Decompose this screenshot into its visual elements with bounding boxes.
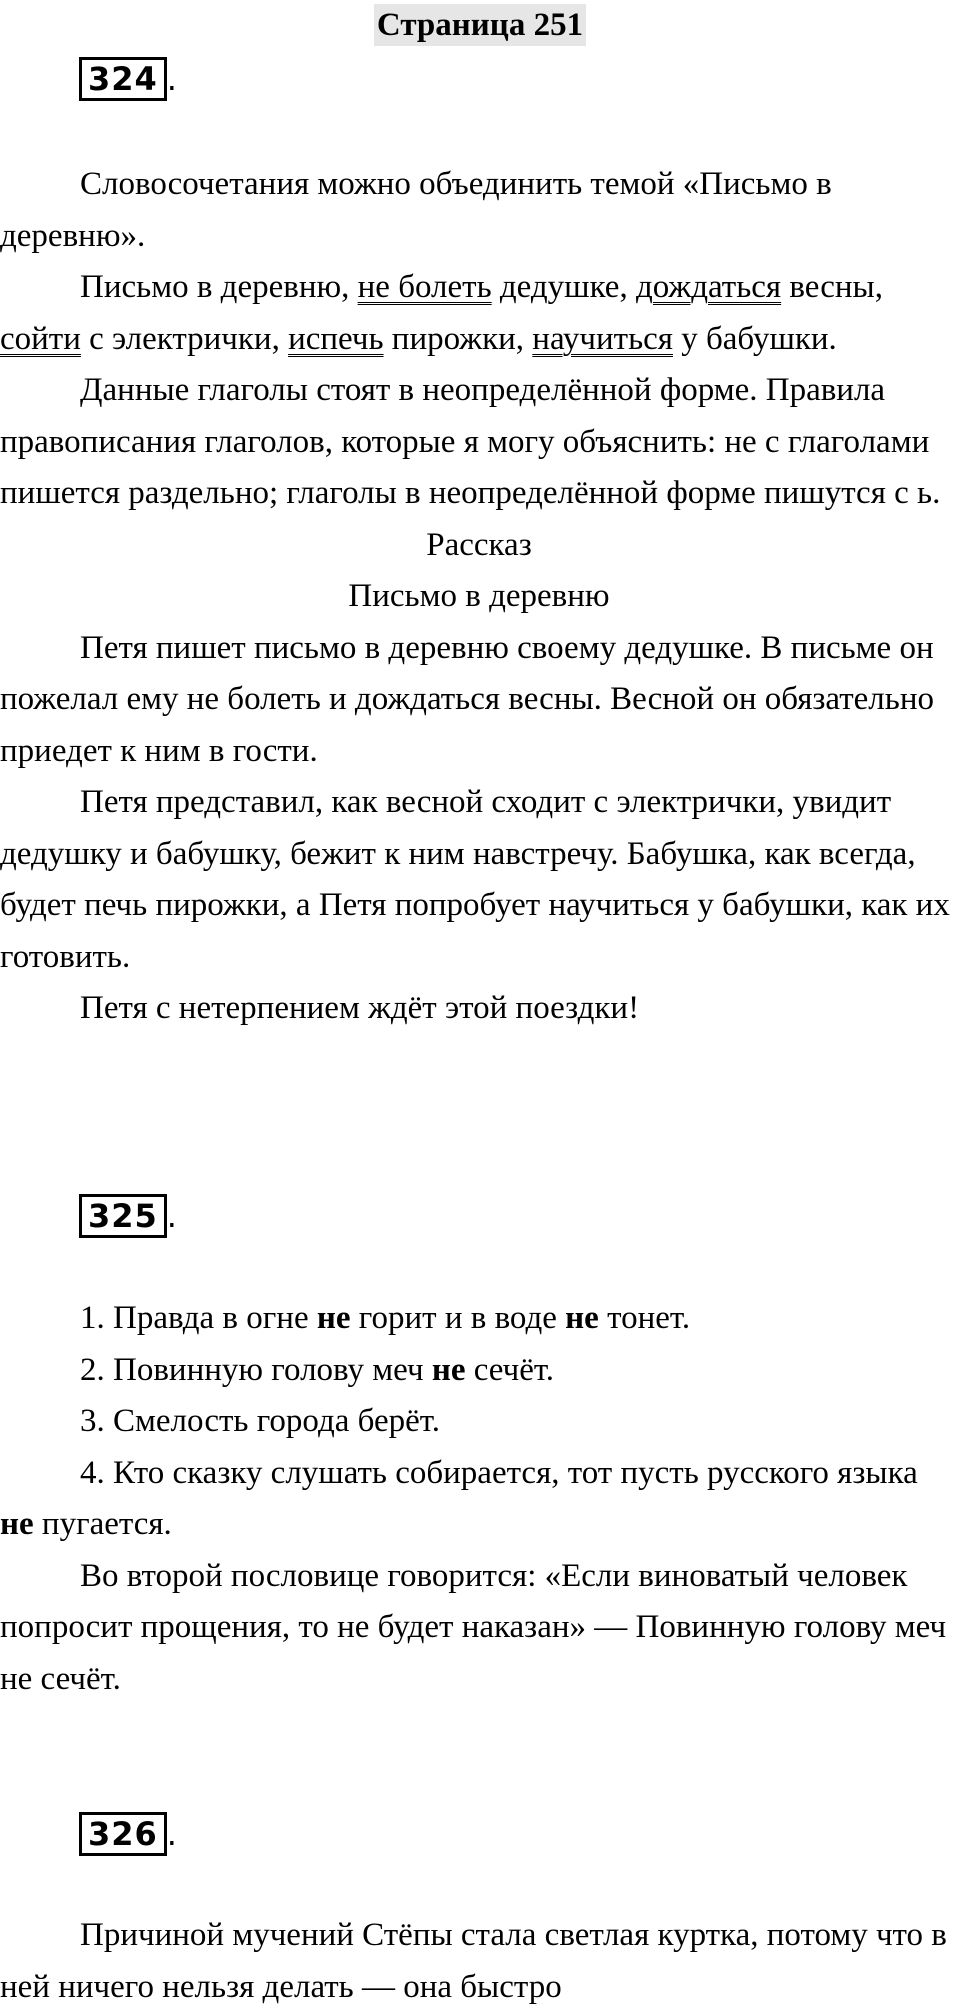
task-324-paragraph-1: Словосочетания можно объединить темой «Письмо в деревню». xyxy=(0,166,832,254)
underlined-verb: научиться xyxy=(532,320,673,357)
task-number-324: 324 . xyxy=(79,57,177,101)
task-325-body xyxy=(0,1293,958,1705)
underlined-verb: испечь xyxy=(288,320,384,357)
task-number-box: 324 xyxy=(79,57,167,101)
underlined-verb: не болеть xyxy=(357,269,492,305)
proverb-3: 3. Смелость города берёт. xyxy=(80,1403,440,1439)
task-number-326: 326 . xyxy=(79,1812,177,1856)
story-paragraph: Петя с нетерпением ждёт этой поездки! xyxy=(80,990,640,1026)
task-325-explanation: Во второй пословице говорится: «Если виноватый человек попросит прощения, то не будет наказан» — Повинную голову меч не сечёт. xyxy=(0,1557,947,1697)
task-324-paragraph-2: Письмо в деревню, не болеть дедушке, дождаться весны, сойти с электрички, испечь пирожки, научиться у бабушки. xyxy=(0,269,883,357)
page-title: Страница 251 xyxy=(374,4,586,46)
proverb-1: 1. Правда в огне не горит и в воде не тонет. xyxy=(80,1300,691,1336)
task-number-box: 325 xyxy=(79,1194,167,1238)
story-label: Рассказ xyxy=(426,526,532,563)
task-number-box: 326 xyxy=(79,1812,167,1856)
task-326-body xyxy=(0,1910,958,2013)
story-paragraph: Петя пишет письмо в деревню своему дедушке. В письме он пожелал ему не болеть и дождаться весны. Весной он обязательно приедет к ним в гости. xyxy=(0,629,934,769)
story-paragraph: Петя представил, как весной сходит с электрички, увидит дедушку и бабушку, бежит к ним навстречу. Бабушка, как всегда, будет печь пирожки, а Петя попробует научиться у бабушки, как их готовить. xyxy=(0,784,950,975)
proverb-4: 4. Кто сказку слушать собирается, тот пусть русского языка не пугается. xyxy=(0,1454,918,1542)
page-header xyxy=(0,4,960,46)
story-title: Письмо в деревню xyxy=(348,578,610,614)
proverb-2: 2. Повинную голову меч не сечёт. xyxy=(80,1351,555,1388)
task-324-paragraph-3: Данные глаголы стоят в неопределённой форме. Правила правописания глаголов, которые я могу объяснить: не с глаголами пишется раздельно; глаголы в неопределённой форме пишутся с ь. xyxy=(0,372,941,511)
task-326-paragraph-1: Причиной мучений Стёпы стала светлая куртка, потому что в ней ничего нельзя делать — она быстро xyxy=(0,1917,947,2005)
task-number-325: 325 . xyxy=(79,1194,177,1238)
task-324-body xyxy=(0,159,958,1035)
underlined-verb: дождаться xyxy=(635,269,782,305)
underlined-verb: сойти xyxy=(0,320,81,357)
